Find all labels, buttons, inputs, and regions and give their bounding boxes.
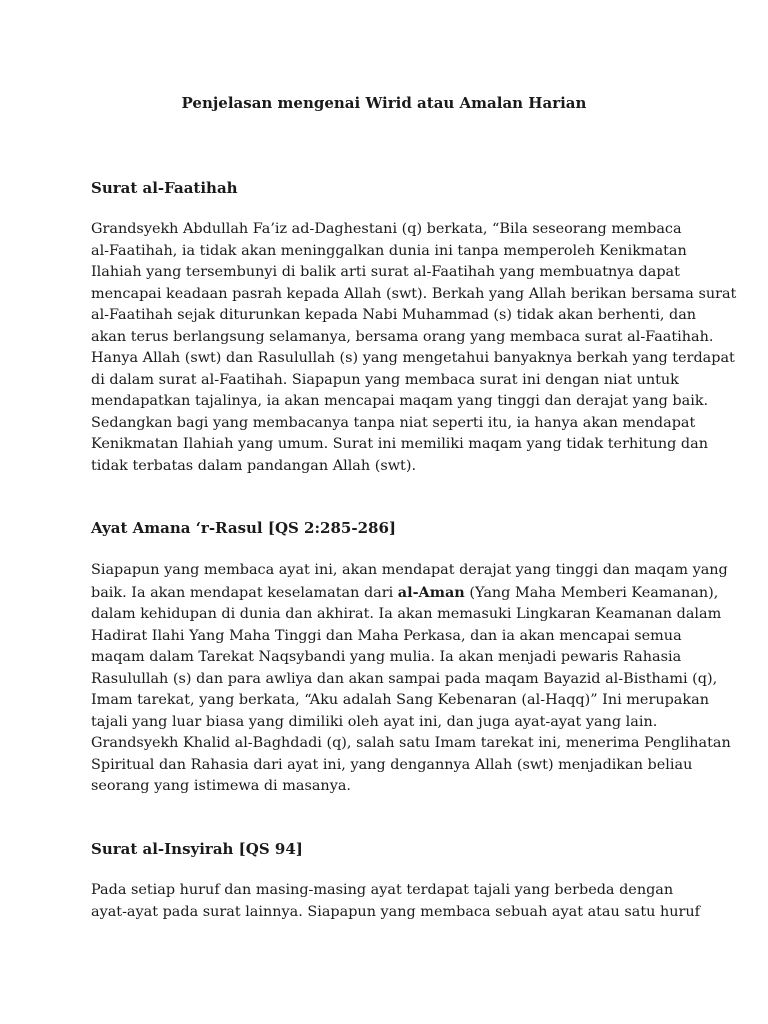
paragraph-line: Sedangkan bagi yang membacanya tanpa niat seperti itu, ia hanya akan mendapat bbox=[91, 414, 696, 431]
section-heading-al-insyirah: Surat al-Insyirah [QS 94] bbox=[91, 840, 303, 858]
paragraph-line: Rasulullah (s) dan para awliya dan akan sampai pada maqam Bayazid al-Bisthami (q), bbox=[91, 670, 718, 687]
paragraph-line: Hadirat Ilahi Yang Maha Tinggi dan Maha Perkasa, dan ia akan mencapai semua bbox=[91, 627, 682, 644]
section-paragraph-al-faatihah bbox=[91, 219, 737, 477]
paragraph-text: (Yang Maha Memberi Keamanan), bbox=[464, 584, 719, 601]
section-heading-amana-r-rasul: Ayat Amana ‘r-Rasul [QS 2:285-286] bbox=[91, 519, 396, 537]
paragraph-line: mendapatkan tajalinya, ia akan mencapai maqam yang tinggi dan derajat yang baik. bbox=[91, 393, 709, 409]
paragraph-line: Grandsyekh Abdullah Fa’iz ad-Daghestani (q) berkata, “Bila seseorang membaca bbox=[91, 221, 682, 237]
paragraph-line: Ilahiah yang tersembunyi di balik arti surat al-Faatihah yang membuatnya dapat bbox=[91, 264, 680, 280]
document-title: Penjelasan mengenai Wirid atau Amalan Harian bbox=[181, 94, 587, 112]
paragraph-line: al-Faatihah, ia tidak akan meninggalkan dunia ini tanpa memperoleh Kenikmatan bbox=[91, 242, 687, 259]
paragraph-line: tajali yang luar biasa yang dimiliki oleh ayat ini, dan juga ayat-ayat yang lain. bbox=[91, 713, 658, 730]
paragraph-line: tidak terbatas dalam pandangan Allah (swt). bbox=[91, 457, 417, 474]
section-paragraph-amana-r-rasul bbox=[91, 560, 731, 798]
paragraph-text: baik. Ia akan mendapat keselamatan dari bbox=[91, 584, 398, 601]
paragraph-line: Grandsyekh Khalid al-Baghdadi (q), salah satu Imam tarekat ini, menerima Penglihatan bbox=[91, 735, 731, 751]
section-heading-al-faatihah: Surat al-Faatihah bbox=[91, 179, 238, 197]
paragraph-line: ayat-ayat pada surat lainnya. Siapapun yang membaca sebuah ayat atau satu huruf bbox=[91, 903, 700, 920]
paragraph-line: Kenikmatan Ilahiah yang umum. Surat ini memiliki maqam yang tidak terhitung dan bbox=[91, 436, 708, 452]
paragraph-line: Pada setiap huruf dan masing-masing ayat terdapat tajali yang berbeda dengan bbox=[91, 882, 674, 898]
paragraph-line: Siapapun yang membaca ayat ini, akan mendapat derajat yang tinggi dan maqam yang bbox=[91, 562, 728, 578]
paragraph-line: dalam kehidupan di dunia dan akhirat. Ia akan memasuki Lingkaran Keamanan dalam bbox=[91, 606, 722, 622]
paragraph-line bbox=[91, 582, 719, 605]
paragraph-line: seorang yang istimewa di masanya. bbox=[91, 778, 351, 794]
paragraph-line: al-Faatihah sejak diturunkan kepada Nabi Muhammad (s) tidak akan berhenti, dan bbox=[91, 307, 697, 323]
paragraph-line: akan terus berlangsung selamanya, bersama orang yang membaca surat al-Faatihah. bbox=[91, 328, 714, 345]
paragraph-line: mencapai keadaan pasrah kepada Allah (swt). Berkah yang Allah berikan bersama surat bbox=[91, 285, 737, 302]
paragraph-line: Imam tarekat, yang berkata, “Aku adalah Sang Kebenaran (al-Haqq)” Ini merupakan bbox=[91, 692, 709, 708]
bold-term-al-aman: al-Aman bbox=[397, 583, 465, 601]
paragraph-line: di dalam surat al-Faatihah. Siapapun yang membaca surat ini dengan niat untuk bbox=[91, 371, 679, 388]
paragraph-line: Spiritual dan Rahasia dari ayat ini, yang dengannya Allah (swt) menjadikan beliau bbox=[91, 756, 693, 773]
section-paragraph-al-insyirah bbox=[91, 880, 700, 923]
paragraph-line: Hanya Allah (swt) dan Rasulullah (s) yang mengetahui banyaknya berkah yang terdapat bbox=[91, 350, 735, 366]
paragraph-line: maqam dalam Tarekat Naqsybandi yang mulia. Ia akan menjadi pewaris Rahasia bbox=[91, 649, 682, 665]
